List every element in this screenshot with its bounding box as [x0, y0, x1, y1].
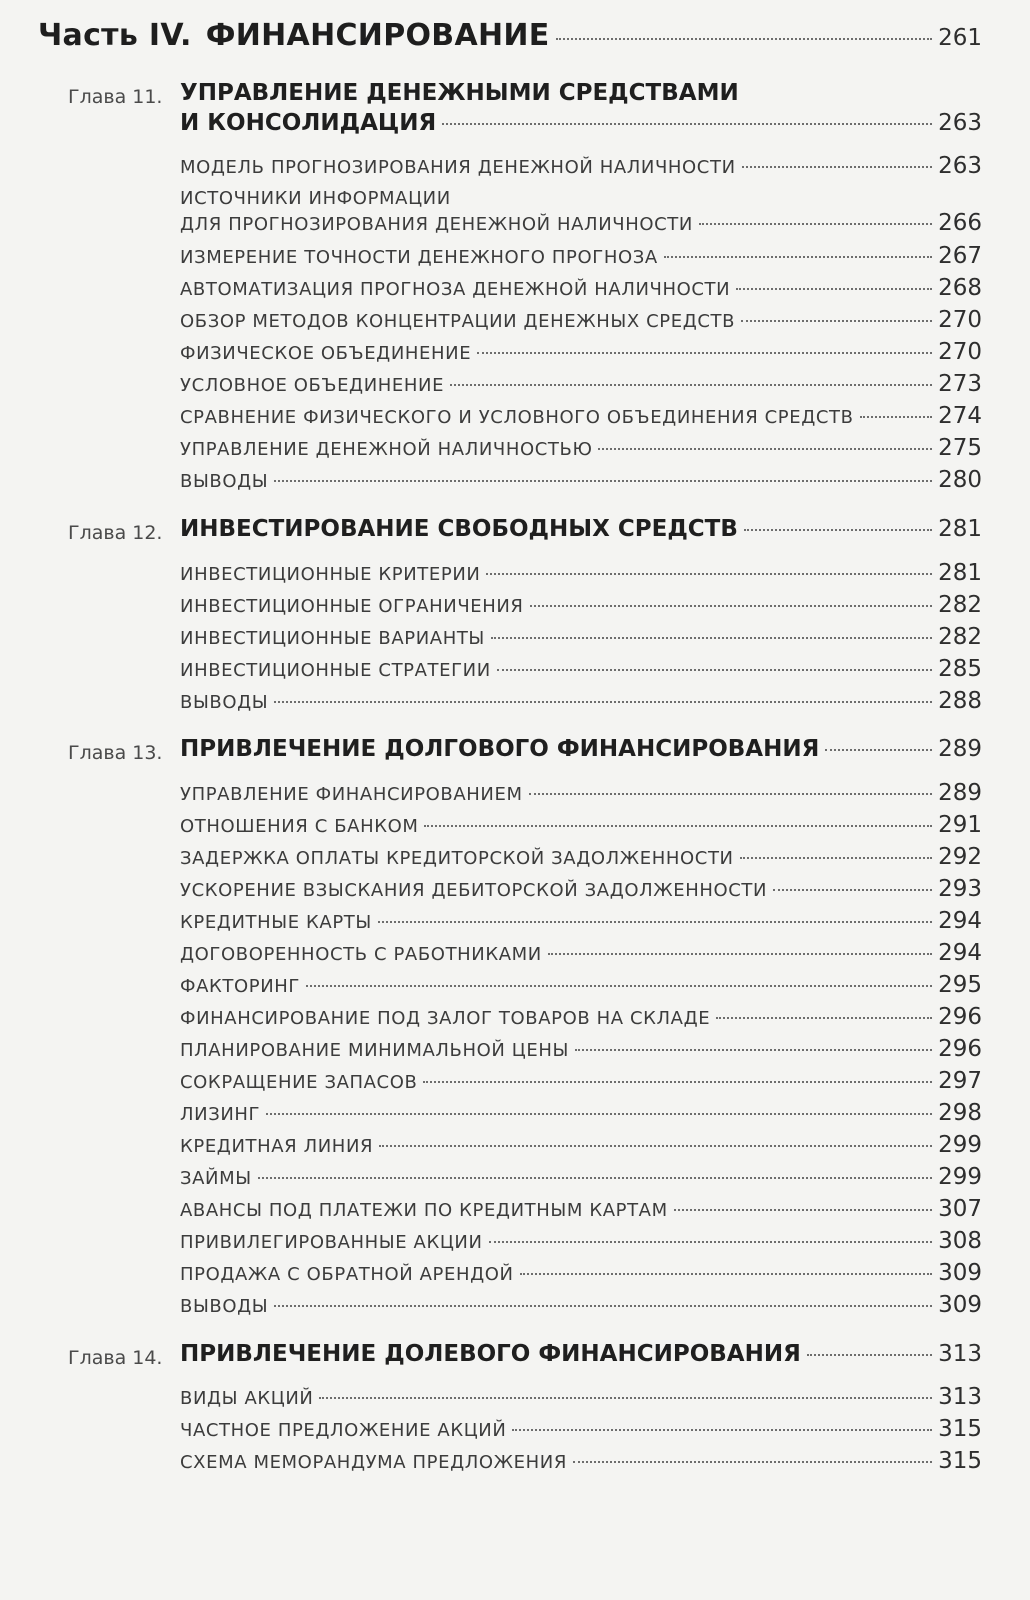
- chapter-label: Глава 12.: [68, 522, 163, 544]
- page-number: 296: [938, 1004, 982, 1030]
- dot-leader: [529, 793, 933, 795]
- dot-leader: [442, 123, 932, 125]
- dot-leader: [860, 416, 932, 418]
- section-title: ФИЗИЧЕСКОЕ ОБЪЕДИНЕНИЕ: [180, 343, 472, 364]
- section-title: ОБЗОР МЕТОДОВ КОНЦЕНТРАЦИИ ДЕНЕЖНЫХ СРЕДСТВ: [180, 311, 736, 332]
- section-entry[interactable]: [180, 467, 982, 493]
- dot-leader: [319, 1397, 932, 1399]
- section-entry[interactable]: [180, 1132, 982, 1158]
- section-entry[interactable]: [180, 844, 982, 870]
- chapter-label: Глава 14.: [68, 1347, 163, 1369]
- section-title: УСЛОВНОЕ ОБЪЕДИНЕНИЕ: [180, 375, 445, 396]
- section-title: ИСТОЧНИКИ ИНФОРМАЦИИ: [180, 188, 451, 209]
- page-number: 307: [938, 1196, 982, 1222]
- page-number: 308: [938, 1228, 982, 1254]
- section-title: ЧАСТНОЕ ПРЕДЛОЖЕНИЕ АКЦИЙ: [180, 1420, 507, 1441]
- dot-leader: [825, 749, 932, 751]
- dot-leader: [477, 352, 932, 354]
- chapter-entry[interactable]: [180, 110, 982, 136]
- section-entry[interactable]: [180, 656, 982, 682]
- dot-leader: [556, 38, 933, 40]
- page-number: 294: [938, 908, 982, 934]
- page-number: 267: [938, 243, 982, 269]
- section-title: УСКОРЕНИЕ ВЗЫСКАНИЯ ДЕБИТОРСКОЙ ЗАДОЛЖЕННОСТИ: [180, 880, 768, 901]
- section-entry[interactable]: [180, 1196, 982, 1222]
- page-number: 270: [938, 339, 982, 365]
- dot-leader: [486, 573, 932, 575]
- section-title: ВЫВОДЫ: [180, 1296, 269, 1317]
- section-entry[interactable]: [180, 153, 982, 179]
- dot-leader: [274, 701, 932, 703]
- section-entry[interactable]: [180, 371, 982, 397]
- section-title: АВТОМАТИЗАЦИЯ ПРОГНОЗА ДЕНЕЖНОЙ НАЛИЧНОСТИ: [180, 279, 731, 300]
- section-title: УПРАВЛЕНИЕ ФИНАНСИРОВАНИЕМ: [180, 784, 523, 805]
- page-number: 266: [938, 210, 982, 236]
- section-entry[interactable]: [180, 688, 982, 714]
- dot-leader: [664, 256, 932, 258]
- dot-leader: [741, 320, 932, 322]
- dot-leader: [736, 288, 932, 290]
- section-title: СОКРАЩЕНИЕ ЗАПАСОВ: [180, 1072, 418, 1093]
- section-title: ОТНОШЕНИЯ С БАНКОМ: [180, 816, 419, 837]
- page-number: 295: [938, 972, 982, 998]
- section-entry[interactable]: [180, 876, 982, 902]
- page-number: 309: [938, 1292, 982, 1318]
- section-title: СХЕМА МЕМОРАНДУМА ПРЕДЛОЖЕНИЯ: [180, 1452, 567, 1473]
- page-number: 313: [938, 1384, 982, 1410]
- page-number: 261: [938, 25, 982, 51]
- page-number: 292: [938, 844, 982, 870]
- page-number: 274: [938, 403, 982, 429]
- section-entry[interactable]: [180, 275, 982, 301]
- page-number: 282: [938, 592, 982, 618]
- chapter-label: Глава 13.: [68, 742, 163, 764]
- section-title: ЗАЙМЫ: [180, 1168, 252, 1189]
- section-title: ИНВЕСТИЦИОННЫЕ КРИТЕРИИ: [180, 564, 481, 585]
- chapter-entry[interactable]: [180, 516, 982, 542]
- page-number: 275: [938, 435, 982, 461]
- section-entry[interactable]: [180, 780, 982, 806]
- page-number: 280: [938, 467, 982, 493]
- section-title: УПРАВЛЕНИЕ ДЕНЕЖНОЙ НАЛИЧНОСТЬЮ: [180, 439, 593, 460]
- section-title: АВАНСЫ ПОД ПЛАТЕЖИ ПО КРЕДИТНЫМ КАРТАМ: [180, 1200, 668, 1221]
- section-entry[interactable]: [180, 908, 982, 934]
- section-entry[interactable]: [180, 1164, 982, 1190]
- section-title: ВИДЫ АКЦИЙ: [180, 1388, 314, 1409]
- chapter-entry[interactable]: [180, 736, 982, 762]
- section-title: ВЫВОДЫ: [180, 692, 269, 713]
- dot-leader: [573, 1461, 932, 1463]
- page-number: 299: [938, 1132, 982, 1158]
- section-entry[interactable]: [180, 1228, 982, 1254]
- page-number: 309: [938, 1260, 982, 1286]
- dot-leader: [497, 669, 932, 671]
- page-number: 268: [938, 275, 982, 301]
- dot-leader: [548, 953, 932, 955]
- dot-leader: [530, 605, 933, 607]
- dot-leader: [598, 448, 932, 450]
- section-title: КРЕДИТНАЯ ЛИНИЯ: [180, 1136, 374, 1157]
- dot-leader: [512, 1429, 932, 1431]
- section-entry[interactable]: [180, 1384, 982, 1410]
- dot-leader: [742, 166, 932, 168]
- dot-leader: [716, 1017, 932, 1019]
- part-heading[interactable]: [38, 18, 982, 53]
- section-entry[interactable]: [180, 592, 982, 618]
- section-title: ЗАДЕРЖКА ОПЛАТЫ КРЕДИТОРСКОЙ ЗАДОЛЖЕННОСТИ: [180, 848, 734, 869]
- dot-leader: [491, 637, 932, 639]
- page-number: 263: [938, 110, 982, 136]
- page-number: 263: [938, 153, 982, 179]
- page-number: 298: [938, 1100, 982, 1126]
- dot-leader: [274, 480, 932, 482]
- section-title: МОДЕЛЬ ПРОГНОЗИРОВАНИЯ ДЕНЕЖНОЙ НАЛИЧНОСТИ: [180, 157, 736, 178]
- section-entry[interactable]: [180, 435, 982, 461]
- section-entry[interactable]: [180, 624, 982, 650]
- page-number: 273: [938, 371, 982, 397]
- section-entry[interactable]: [180, 1036, 982, 1062]
- section-title: СРАВНЕНИЕ ФИЗИЧЕСКОГО И УСЛОВНОГО ОБЪЕДИНЕНИЯ СРЕДСТВ: [180, 407, 854, 428]
- section-entry[interactable]: [180, 1068, 982, 1094]
- dot-leader: [674, 1209, 932, 1211]
- page-number: 293: [938, 876, 982, 902]
- chapter-entry[interactable]: [180, 1341, 982, 1367]
- page-number: 285: [938, 656, 982, 682]
- dot-leader: [773, 889, 932, 891]
- dot-leader: [379, 1145, 932, 1147]
- dot-leader: [378, 921, 932, 923]
- section-entry[interactable]: [180, 1416, 982, 1442]
- section-entry[interactable]: [180, 1100, 982, 1126]
- page-number: 289: [938, 780, 982, 806]
- section-title: ФАКТОРИНГ: [180, 976, 300, 997]
- part-title: ФИНАНСИРОВАНИЕ: [205, 18, 550, 53]
- chapter-title: ПРИВЛЕЧЕНИЕ ДОЛГОВОГО ФИНАНСИРОВАНИЯ: [180, 736, 820, 762]
- page-number: 281: [938, 560, 982, 586]
- page-number: 315: [938, 1448, 982, 1474]
- page-number: 294: [938, 940, 982, 966]
- section-title: ФИНАНСИРОВАНИЕ ПОД ЗАЛОГ ТОВАРОВ НА СКЛАДЕ: [180, 1008, 711, 1029]
- dot-leader: [489, 1241, 933, 1243]
- section-title: ПЛАНИРОВАНИЕ МИНИМАЛЬНОЙ ЦЕНЫ: [180, 1040, 569, 1061]
- section-title: ДЛЯ ПРОГНОЗИРОВАНИЯ ДЕНЕЖНОЙ НАЛИЧНОСТИ: [180, 214, 693, 235]
- section-entry[interactable]: [180, 307, 982, 333]
- chapter-title-line[interactable]: [180, 80, 739, 106]
- section-title: ПРОДАЖА С ОБРАТНОЙ АРЕНДОЙ: [180, 1264, 514, 1285]
- page-number: 270: [938, 307, 982, 333]
- dot-leader: [520, 1273, 933, 1275]
- section-entry[interactable]: [180, 243, 982, 269]
- section-entry-line[interactable]: [180, 188, 451, 209]
- page-number: 281: [938, 516, 982, 542]
- section-entry[interactable]: [180, 1292, 982, 1318]
- dot-leader: [266, 1113, 932, 1115]
- section-title: ИНВЕСТИЦИОННЫЕ ВАРИАНТЫ: [180, 628, 485, 649]
- chapter-label: Глава 11.: [68, 86, 163, 108]
- page-number: 299: [938, 1164, 982, 1190]
- section-title: ИНВЕСТИЦИОННЫЕ ОГРАНИЧЕНИЯ: [180, 596, 524, 617]
- dot-leader: [740, 857, 932, 859]
- page-number: 296: [938, 1036, 982, 1062]
- chapter-title: И КОНСОЛИДАЦИЯ: [180, 110, 437, 136]
- page-number: 315: [938, 1416, 982, 1442]
- section-title: ЛИЗИНГ: [180, 1104, 261, 1125]
- chapter-title: ИНВЕСТИРОВАНИЕ СВОБОДНЫХ СРЕДСТВ: [180, 516, 738, 542]
- dot-leader: [258, 1177, 932, 1179]
- section-title: ПРИВИЛЕГИРОВАННЫЕ АКЦИИ: [180, 1232, 483, 1253]
- dot-leader: [274, 1305, 932, 1307]
- dot-leader: [423, 1081, 932, 1083]
- section-entry[interactable]: [180, 560, 982, 586]
- section-title: ВЫВОДЫ: [180, 471, 269, 492]
- dot-leader: [807, 1354, 932, 1356]
- chapter-title: ПРИВЛЕЧЕНИЕ ДОЛЕВОГО ФИНАНСИРОВАНИЯ: [180, 1341, 801, 1367]
- chapter-title: УПРАВЛЕНИЕ ДЕНЕЖНЫМИ СРЕДСТВАМИ: [180, 80, 739, 106]
- page-number: 313: [938, 1341, 982, 1367]
- section-entry[interactable]: [180, 339, 982, 365]
- section-title: ИЗМЕРЕНИЕ ТОЧНОСТИ ДЕНЕЖНОГО ПРОГНОЗА: [180, 247, 658, 268]
- page-number: 282: [938, 624, 982, 650]
- section-title: КРЕДИТНЫЕ КАРТЫ: [180, 912, 372, 933]
- part-label: Часть IV.: [38, 18, 192, 53]
- section-title: ДОГОВОРЕННОСТЬ С РАБОТНИКАМИ: [180, 944, 542, 965]
- section-entry[interactable]: [180, 812, 982, 838]
- section-entry[interactable]: [180, 940, 982, 966]
- dot-leader: [699, 223, 932, 225]
- section-entry[interactable]: [180, 1004, 982, 1030]
- dot-leader: [306, 985, 932, 987]
- page-number: 291: [938, 812, 982, 838]
- page-number: 288: [938, 688, 982, 714]
- page-number: 289: [938, 736, 982, 762]
- page-number: 297: [938, 1068, 982, 1094]
- section-entry[interactable]: [180, 403, 982, 429]
- section-entry[interactable]: [180, 972, 982, 998]
- section-entry[interactable]: [180, 1448, 982, 1474]
- section-entry[interactable]: [180, 210, 982, 236]
- dot-leader: [575, 1049, 932, 1051]
- section-entry[interactable]: [180, 1260, 982, 1286]
- section-title: ИНВЕСТИЦИОННЫЕ СТРАТЕГИИ: [180, 660, 491, 681]
- dot-leader: [744, 529, 932, 531]
- dot-leader: [424, 825, 932, 827]
- dot-leader: [450, 384, 932, 386]
